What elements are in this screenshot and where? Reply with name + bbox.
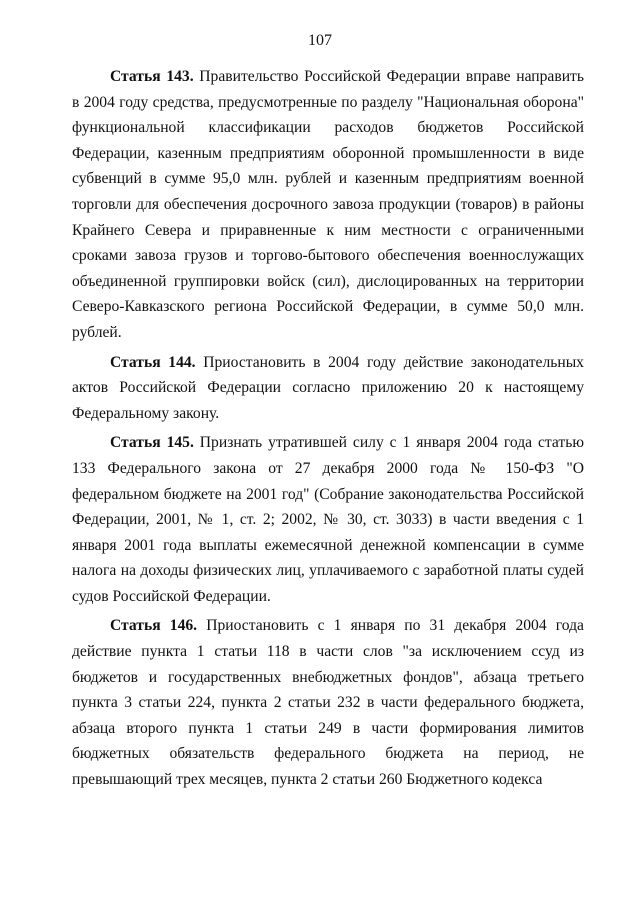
article-label: Статья 144. <box>110 353 196 371</box>
article-143 <box>72 64 584 346</box>
article-label: Статья 143. <box>110 68 194 85</box>
article-text: Приостановить в 2004 году действие законодательных актов Российской Федерации согласно приложению 20 к настоящему Федеральному закону. <box>72 353 584 422</box>
article-145 <box>72 430 584 609</box>
article-text: Признать утратившей силу с 1 января 2004 года статью 133 Федерального закона от 27 декабря 2000 года № 150-ФЗ "О федеральном бюджете на 2001 год" (Собрание законодательства Российской Федерации, 2001, № 1, ст. 2; 2002, № 30, ст. 3033) в части введения с 1 января 2001 года выплаты ежемесячной денежной компенсации в сумме налога на доходы физических лиц, уплачиваемого с заработной платы судей судов Российской Федерации. <box>72 434 584 605</box>
article-label: Статья 146. <box>110 617 198 635</box>
page-number: 107 <box>308 32 332 49</box>
document-body <box>72 64 584 797</box>
article-146 <box>72 613 584 792</box>
article-text: Приостановить с 1 января по 31 декабря 2004 года действие пункта 1 статьи 118 в части слов "за исключением ссуд из бюджетов и государственных внебюджетных фондов", абзаца третьего пункта 3 статьи 224, пункта 2 статьи 232 в части федерального бюджета, абзаца второго пункта 1 статьи 249 в части формирования лимитов бюджетных обязательств федерального бюджета на период, не превышающий трех месяцев, пункта 2 статьи 260 Бюджетного кодекса <box>72 617 584 789</box>
article-144 <box>72 350 584 427</box>
article-label: Статья 145. <box>110 434 194 452</box>
article-text: Правительство Российской Федерации вправе направить в 2004 году средства, предусмотренные по разделу "Национальная оборона" функциональной классификации расходов бюджетов Российской Федерации, казенным предприятиям оборонной промышленности в виде субвенций в сумме 95,0 млн. рублей и казенным предприятиям военной торговли для обеспечения досрочного завоза продукции (товаров) в районы Крайнего Севера и приравненные к ним местности с ограниченными сроками завоза грузов и торгово-бытового обеспечения военнослужащих объединенной группировки войск (сил), дислоцированных на территории Северо-Кавказского региона Российской Федерации, в сумме 50,0 млн. рублей. <box>72 68 584 341</box>
